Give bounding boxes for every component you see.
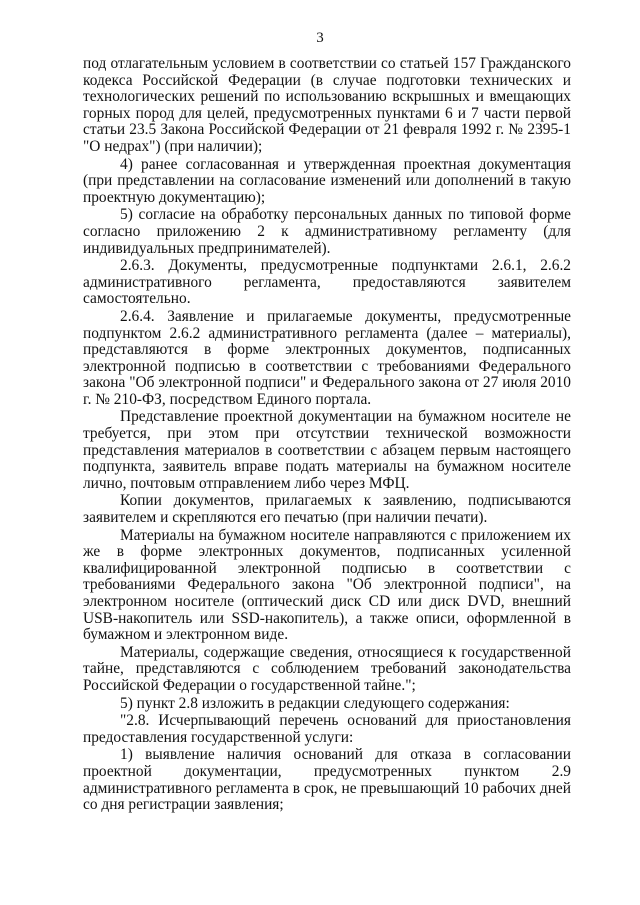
paragraph: Материалы, содержащие сведения, относящиеся к государственной тайне, представляются с соблюдением требований законодательства Российской Федерации о государственной тайне.";	[83, 643, 571, 694]
paragraph: 5) согласие на обработку персональных данных по типовой форме согласно приложению 2 к административному регламенту (для индивидуальных предпринимателей).	[83, 206, 571, 257]
document-body	[83, 56, 571, 815]
paragraph: 2.6.4. Заявление и прилагаемые документы, предусмотренные подпунктом 2.6.2 административного регламента (далее – материалы), представляются в форме электронных документов, подписанных электронной подписью в соответствии с требованиями Федерального закона "Об электронной подписи" и Федерального закона от 27 июля 2010 г. № 210-ФЗ, посредством Единого портала.	[83, 307, 571, 408]
paragraph: под отлагательным условием в соответствии со статьей 157 Гражданского кодекса Российской Федерации (в случае подготовки технических и технологических решений по использованию вскрышных и вмещающих горных пород для целей, предусмотренных пунктами 6 и 7 части первой статьи 23.5 Закона Российской Федерации от 21 февраля 1992 г. № 2395-1 "О недрах") (при наличии);	[83, 55, 571, 155]
paragraph: 5) пункт 2.8 изложить в редакции следующего содержания:	[120, 694, 510, 712]
page-number: 3	[316, 30, 324, 46]
paragraph: Представление проектной документации на бумажном носителе не требуется, при этом при отсутствии технической возможности представления материалов в соответствии с абзацем первым настоящего подпункта, заявитель вправе подать материалы на бумажном носителе лично, почтовым отправлением либо через МФЦ.	[83, 408, 571, 492]
paragraph: Копии документов, прилагаемых к заявлению, подписываются заявителем и скрепляются его печатью (при наличии печати).	[83, 492, 571, 527]
paragraph: 1) выявление наличия оснований для отказа в согласовании проектной документации, предусмотренных пунктом 2.9 административного регламента в срок, не превышающий 10 рабочих дней со дня регистрации заявления;	[83, 746, 571, 814]
paragraph: "2.8. Исчерпывающий перечень оснований для приостановления предоставления государственной услуги:	[83, 712, 571, 746]
paragraph: 4) ранее согласованная и утвержденная проектная документация (при представлении на согласование изменений или дополнений в такую проектную документацию);	[83, 155, 571, 206]
paragraph: 2.6.3. Документы, предусмотренные подпунктами 2.6.1, 2.6.2 административного регламента, предоставляются заявителем самостоятельно.	[83, 257, 571, 308]
paragraph: Материалы на бумажном носителе направляются с приложением их же в форме электронных документов, подписанных усиленной квалифицированной электронной подписью в соответствии с требованиями Федерального закона "Об электронной подписи", на электронном носителе (оптический диск CD или диск DVD, внешний USB-накопитель или SSD-накопитель), а также описи, оформленной в бумажном и электронном виде.	[83, 526, 571, 644]
